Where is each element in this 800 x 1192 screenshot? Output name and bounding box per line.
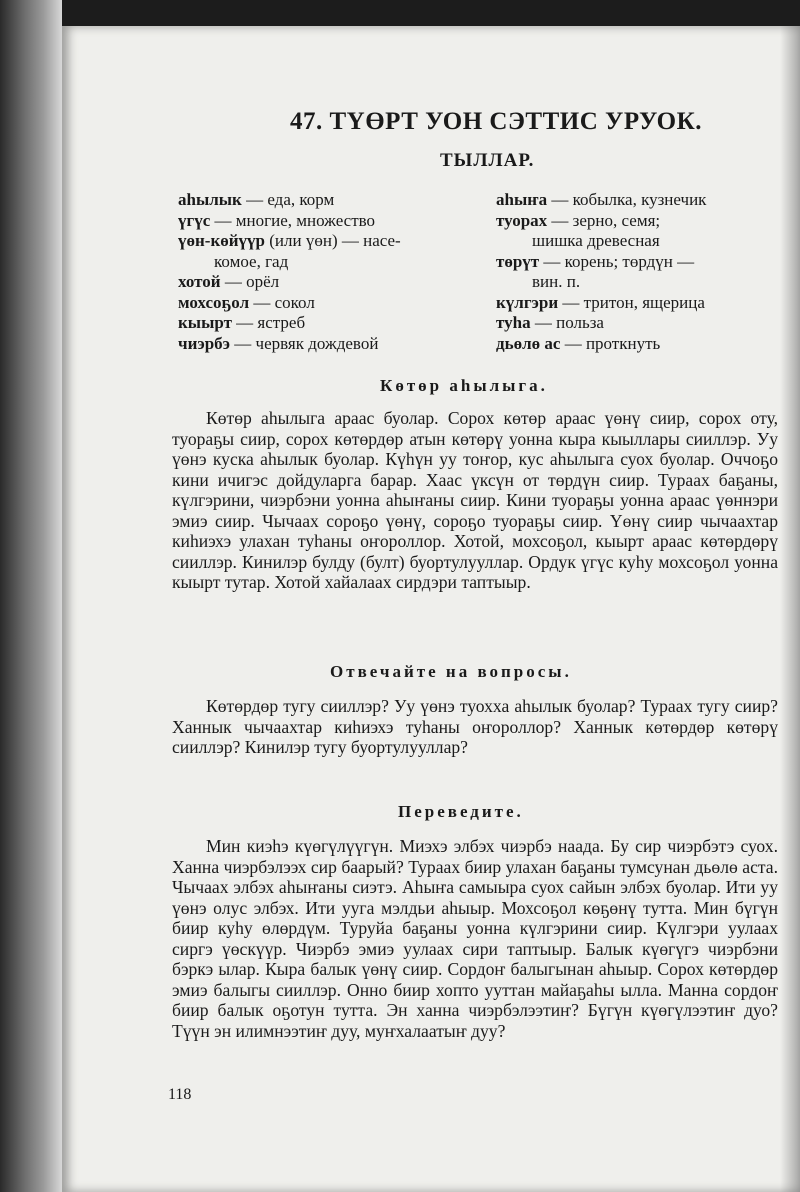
vocab-entry: үгүс — многие, множество	[178, 210, 376, 230]
paragraph-translate: Мин киэһэ күөгүлүүгүн. Миэхэ элбэх чиэрбэ наада. Бу сир чиэрбэтэ суох. Ханна чиэрбэлээх сир баарый? Тураах биир улахан баҕаны тумсунан дьөлө аста. Чычаах элбэх аһыҥаны сиэтэ. Аһыҥа самыыра суох сайын элбэх буолар. Ити уу үөнэ олус элбэх. Ити ууга мэлдьи аһыыр. Мохсоҕол көҕөнү тутта. Мин бүгүн биир куһу өлөрдүм. Туруйа баҕаны уонна күлгэрини сиир. Күлгэри уулаах сиргэ үөскүүр. Чиэрбэ эмиэ уулаах сири таптыыр. Балык күөгүгэ чиэрбэни бэркэ ылар. Кыра балык үөнү сиир. Сордоҥ балыгынан аһыыр. Сорох көтөрдөр эмиэ балыгы сииллэр. Онно биир хопто ууттан майаҕаһы ылла. Манна сордоҥ биир балык оҕотун тутта. Эн ханна чиэрбэлээтиҥ? Бүгүн күөгүлээтиҥ дуо? Түүн эн илимнээтиҥ дуу, муҥхалаатыҥ дуу?	[172, 836, 778, 1041]
vocab-entry: төрүт — корень; төрдүн —	[496, 251, 695, 271]
vocabulary-left-column	[178, 190, 478, 354]
vocab-entry: туорах — зерно, семя;	[496, 210, 661, 230]
paragraph-questions: Көтөрдөр тугу сииллэр? Уу үөнэ туохха аһылык буолар? Тураах тугу сиир? Ханнык чычаахтар киһиэхэ туһаны оҥороллор? Ханнык көтөрдөр көтөрү сииллэр? Кинилэр тугу буортулууллар?	[172, 696, 778, 757]
vocab-entry: туһа — польза	[496, 313, 604, 332]
section-heading-questions: Отвечайте на вопросы.	[330, 662, 572, 681]
vocab-entry: кыырт — ястреб	[178, 313, 306, 332]
page-number: 118	[168, 1086, 192, 1103]
page-edge-shadow	[780, 26, 800, 1192]
vocab-entry-continuation: комое, гад	[214, 251, 289, 271]
vocab-entry: күлгэри — тритон, ящерица	[496, 292, 705, 312]
vocab-entry: аһыҥа — кобылка, кузнечик	[496, 190, 707, 209]
vocab-entry: аһылык — еда, корм	[178, 190, 335, 209]
lesson-title: 47. ТҮӨРТ УОН СЭТТИС УРУОК.	[290, 108, 702, 135]
book-spine	[0, 0, 62, 1192]
vocabulary-right-column	[496, 190, 776, 354]
section-heading-translate: Переведите.	[398, 802, 524, 821]
vocab-entry-continuation: шишка древесная	[532, 231, 660, 250]
vocab-entry: хотой — орёл	[178, 272, 280, 291]
vocab-entry: мохсоҕол — сокол	[178, 292, 315, 312]
vocab-entry: чиэрбэ — червяк дождевой	[178, 333, 379, 353]
scan-top-border	[0, 0, 800, 26]
section-heading-bird-food: Көтөр аһылыга.	[380, 376, 548, 395]
vocab-entry: дьөлө ас — проткнуть	[496, 333, 661, 353]
vocab-entry: үөн-көйүүр (или үөн) — насе-	[178, 231, 401, 250]
vocabulary-heading: ТЫЛЛАР.	[440, 150, 535, 171]
vocab-entry-continuation: вин. п.	[532, 272, 581, 291]
paragraph-bird-food: Көтөр аһылыга араас буолар. Сорох көтөр араас үөнү сиир, сорох оту, туораҕы сиир, сорох көтөрдөр атын көтөрү уонна кыра кыыллары сииллэр. Уу үөнэ куска аһылык буолар. Күһүн уу тоҥор, кус аһылыга суох буолар. Оччоҕо кини ичигэс дойдуларга барар. Хаас үксүн от төрдүн сиир. Тураах баҕаны, күлгэрини, чиэрбэни уонна аһыҥаны сиир. Кини туораҕы уонна араас үөннэри эмиэ сиир. Чычаах сороҕо үөнү, сороҕо туораҕы сиир. Үөнү сиир чычаахтар киһиэхэ улахан туһаны оҥороллор. Хотой, мохсоҕол, кыырт араас көтөрдөрү сииллэр. Кинилэр булду (булт) буортулууллар. Ордук үгүс куһу мохсоҕол уонна кыырт тутар. Хотой хайалаах сирдэри таптыыр.	[172, 408, 778, 592]
